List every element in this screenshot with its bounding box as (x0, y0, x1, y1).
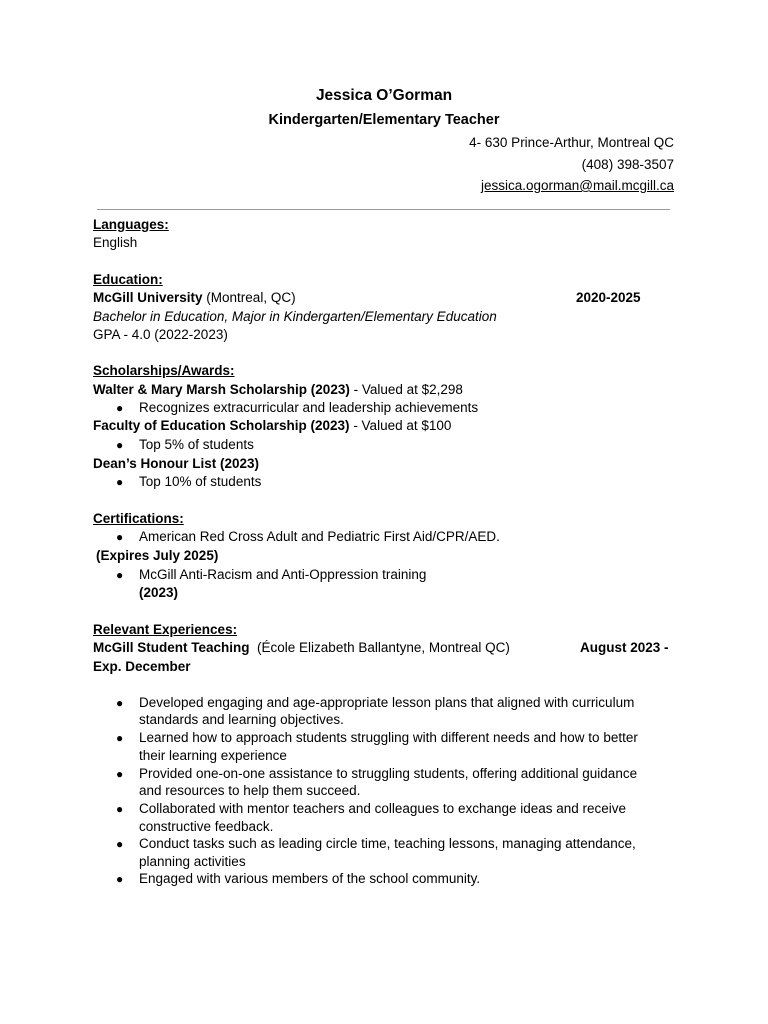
experience-bullet-cont: standards and learning objectives. (139, 712, 344, 727)
experience-place: (École Elizabeth Ballantyne, Montreal QC) (257, 640, 510, 655)
experience-bullet: Developed engaging and age-appropriate lesson plans that aligned with curriculum (139, 695, 635, 710)
award-bullet: Top 10% of students (139, 474, 262, 489)
award-detail: - Valued at $2,298 (349, 382, 463, 397)
bullet-icon: ● (116, 802, 124, 816)
education-school-line (93, 289, 296, 307)
award-bullet: Recognizes extracurricular and leadership achievements (139, 400, 479, 415)
experience-bullet: Engaged with various members of the school community. (139, 871, 481, 886)
gpa: GPA - 4.0 (2022-2023) (93, 327, 228, 342)
award-item (93, 381, 463, 399)
candidate-name: Jessica O’Gorman (315, 87, 453, 104)
certification-item: McGill Anti-Racism and Anti-Oppression training (139, 567, 427, 582)
experience-role: McGill Student Teaching (93, 640, 250, 655)
education-heading: Education: (93, 272, 163, 287)
experience-bullet: Collaborated with mentor teachers and colleagues to exchange ideas and receive (139, 801, 627, 816)
experience-bullet: Learned how to approach students struggling with different needs and how to better (139, 730, 638, 745)
experience-bullet-cont: and resources to help them succeed. (139, 783, 361, 798)
awards-heading: Scholarships/Awards: (93, 363, 235, 378)
experience-bullet: Provided one-on-one assistance to struggling students, offering additional guidance (139, 766, 638, 781)
experience-heading: Relevant Experiences: (93, 622, 238, 637)
experience-dates-end: Exp. December (93, 659, 191, 674)
bullet-icon: ● (116, 530, 124, 544)
bullet-icon: ● (116, 696, 124, 710)
certification-expiry: (Expires July 2025) (96, 548, 219, 563)
award-item (93, 417, 451, 435)
education-years: 2020-2025 (576, 290, 641, 305)
certification-item: American Red Cross Adult and Pediatric First Aid/CPR/AED. (139, 529, 500, 544)
award-name: Dean’s Honour List (2023) (93, 456, 260, 471)
bullet-icon: ● (116, 767, 124, 781)
experience-bullet-cont: planning activities (139, 854, 246, 869)
experience-dates-start: August 2023 - (580, 640, 669, 655)
experience-bullet-cont: constructive feedback. (139, 819, 274, 834)
job-title: Kindergarten/Elementary Teacher (268, 112, 500, 128)
degree: Bachelor in Education, Major in Kindergarten/Elementary Education (93, 309, 497, 324)
languages-heading: Languages: (93, 217, 169, 232)
bullet-icon: ● (116, 475, 124, 489)
award-item (93, 455, 259, 473)
award-bullet: Top 5% of students (139, 437, 254, 452)
experience-bullet-cont: their learning experience (139, 748, 287, 763)
bullet-icon: ● (116, 731, 124, 745)
bullet-icon: ● (116, 401, 124, 415)
bullet-icon: ● (116, 837, 124, 851)
email-link[interactable]: jessica.ogorman@mail.mcgill.ca (480, 178, 674, 193)
bullet-icon: ● (116, 438, 124, 452)
certifications-heading: Certifications: (93, 511, 184, 526)
award-detail: - Valued at $100 (349, 418, 452, 433)
certification-year: (2023) (139, 585, 179, 600)
phone-number: (408) 398-3507 (581, 157, 674, 172)
header-divider (97, 209, 670, 210)
award-name: Faculty of Education Scholarship (2023) (93, 418, 350, 433)
languages-value: English (93, 235, 138, 250)
award-name: Walter & Mary Marsh Scholarship (2023) (93, 382, 350, 397)
experience-title-line (93, 639, 510, 657)
experience-bullet: Conduct tasks such as leading circle time, teaching lessons, managing attendance, (139, 836, 636, 851)
bullet-icon: ● (116, 568, 124, 582)
address: 4- 630 Prince-Arthur, Montreal QC (469, 135, 674, 150)
school-name: McGill University (93, 290, 203, 305)
bullet-icon: ● (116, 872, 124, 886)
school-location: (Montreal, QC) (202, 290, 296, 305)
